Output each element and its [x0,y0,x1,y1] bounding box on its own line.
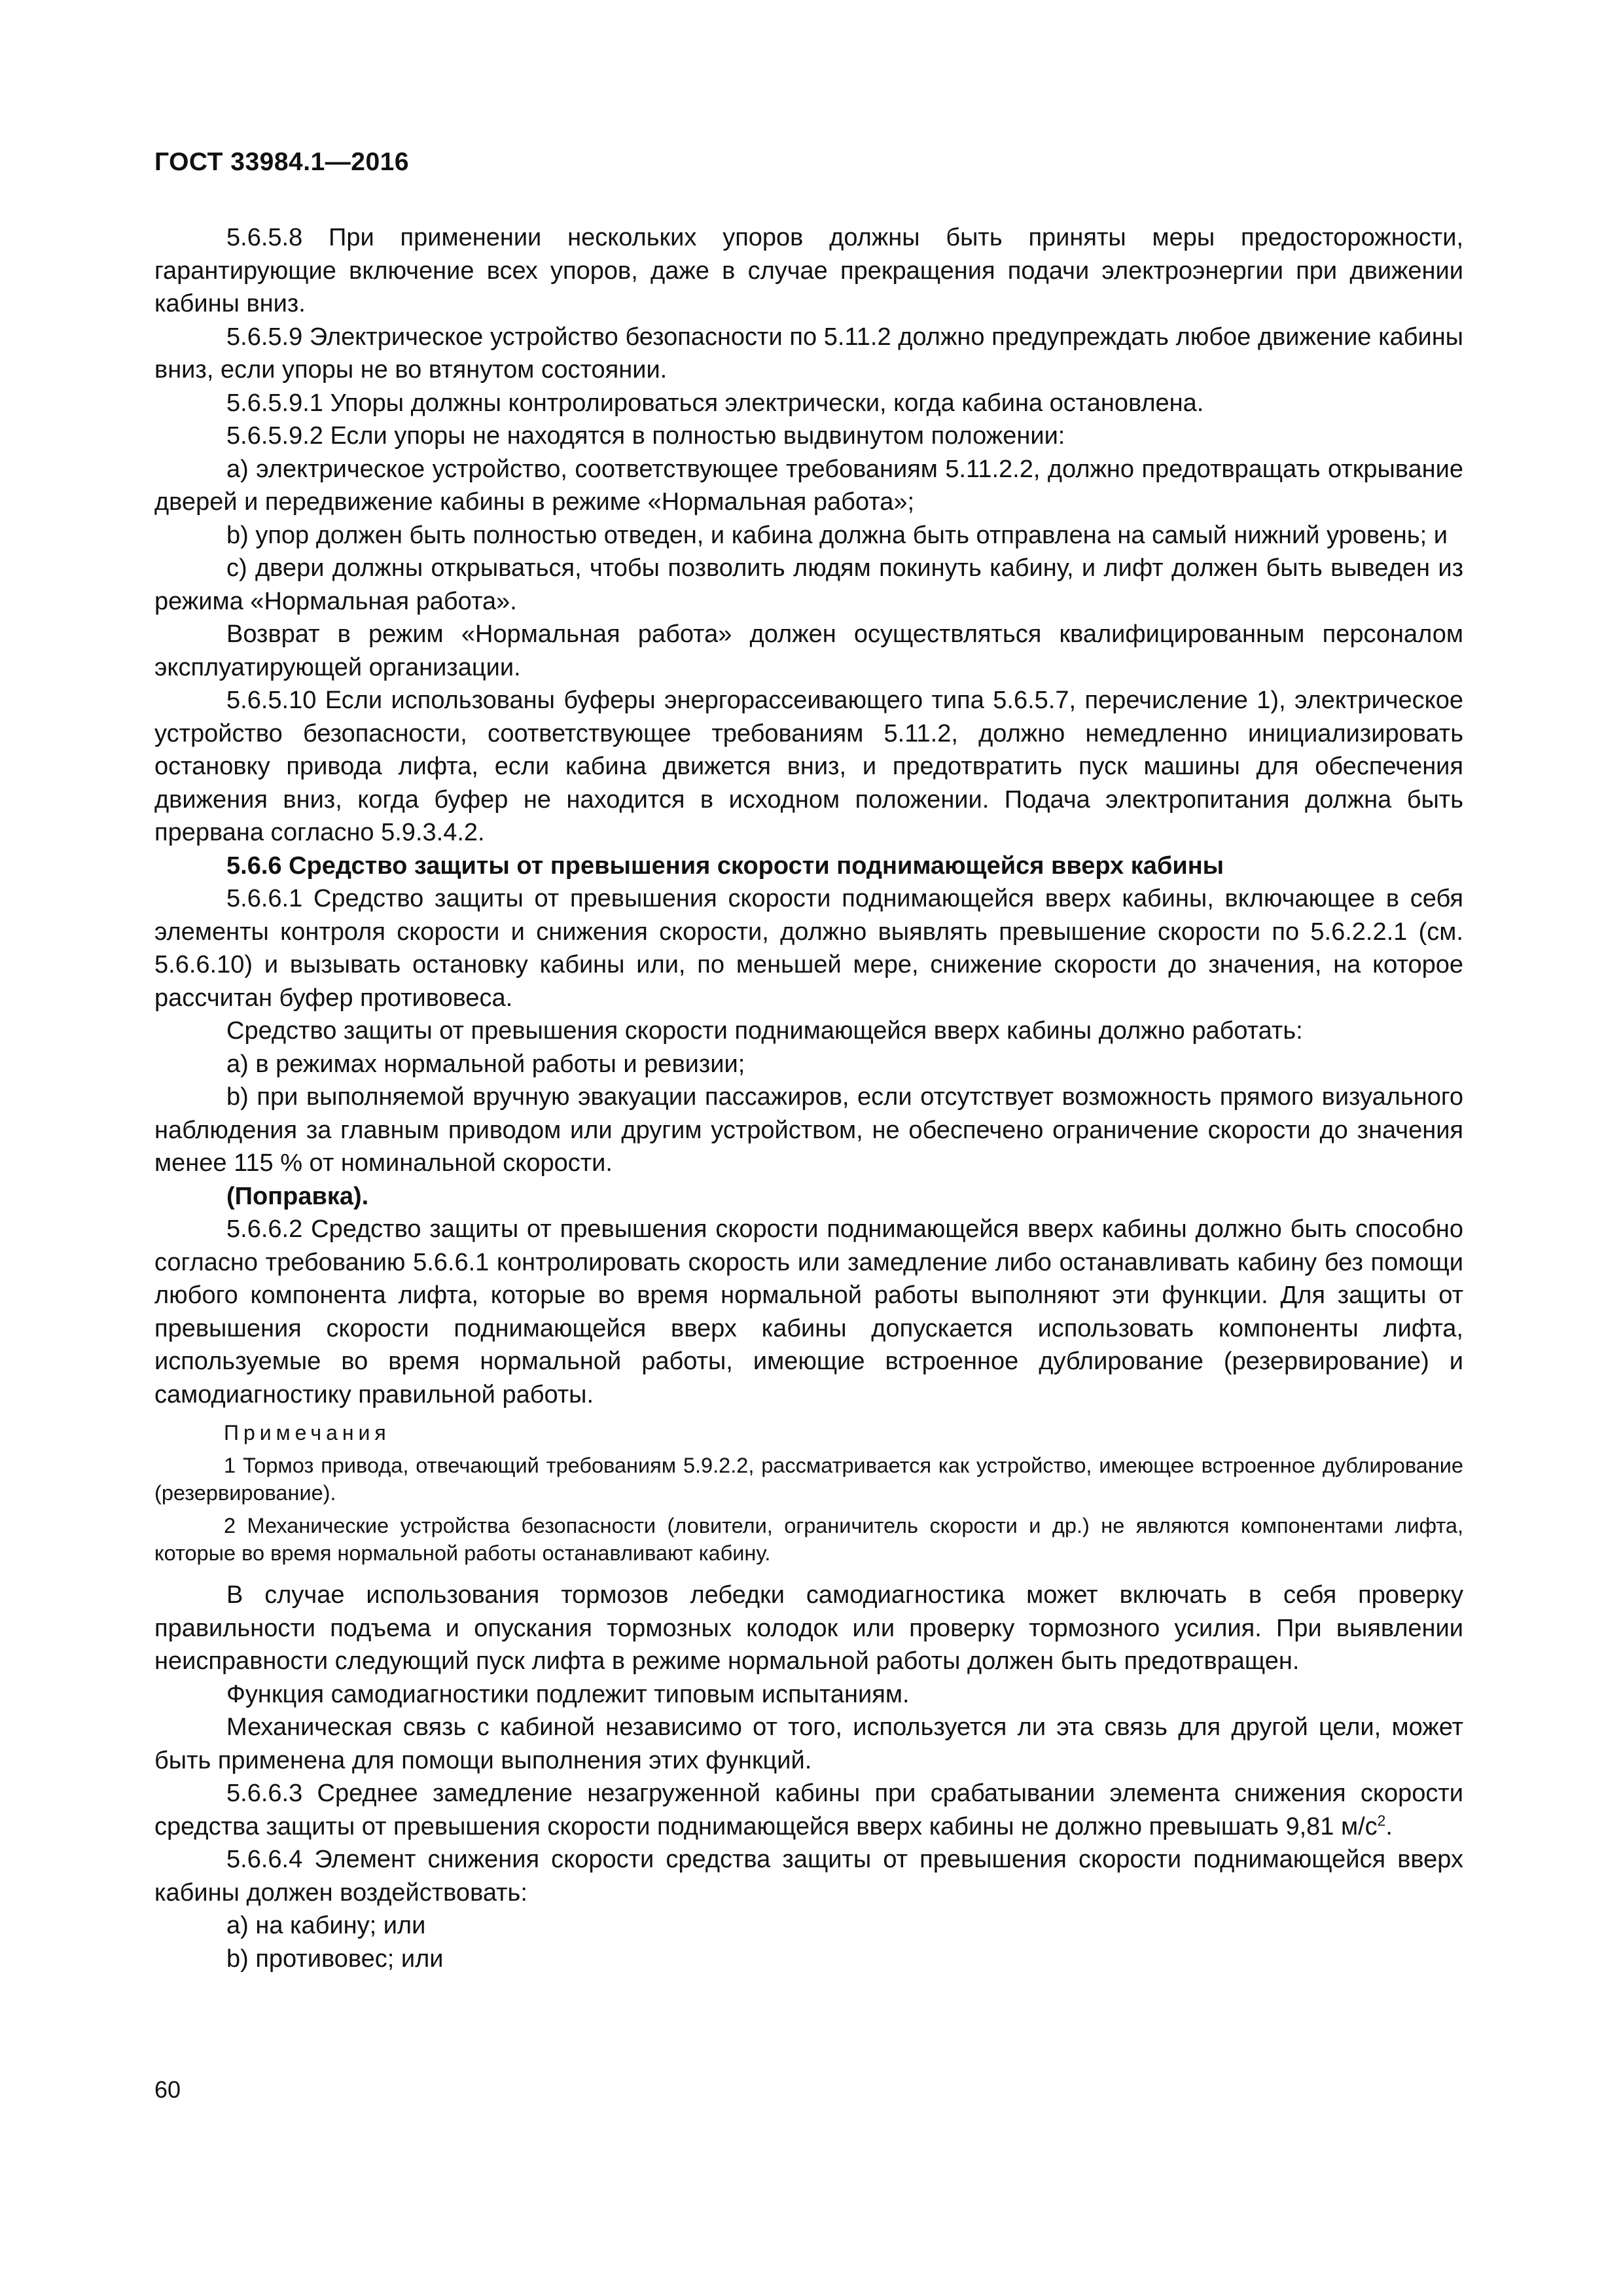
clause-5-6-6-4: 5.6.6.4 Элемент снижения скорости средства защиты от превышения скорости поднимающейся вверх кабины должен воздействовать: [154,1846,1463,1907]
note-1: 1 Тормоз привода, отвечающий требованиям 5.9.2.2, рассматривается как устройство, имеющее встроенное дублирование (резервирование). [154,1454,1463,1505]
section-heading-5-6-6: 5.6.6 Средство защиты от превышения скорости поднимающейся вверх кабины [226,852,1224,880]
list-item-a-modes: а) в режимах нормальной работы и ревизии; [226,1050,745,1078]
list-item-b-evacuation: b) при выполняемой вручную эвакуации пассажиров, если отсутствует возможность прямого визуального наблюдения за главным приводом или другим устройством, не обеспечено ограничение скорости до значения менее 115 % от номинальной скорости. [154,1083,1463,1177]
list-item-b-counterweight: b) противовес; или [226,1945,444,1973]
clause-5-6-6-2: 5.6.6.2 Средство защиты от превышения скорости поднимающейся вверх кабины должно быть способно согласно требованию 5.6.6.1 контролировать скорость или замедление либо останавливать кабину без помощи любого компонента лифта, которые во время нормальной работы выполняют эти функции. Для защиты от превышения скорости поднимающейся вверх кабины допускается использовать компоненты лифта, используемые во время нормальной работы, имеющие встроенное дублирование (резервирование) и самодиагностику правильной работы. [154,1215,1463,1408]
clause-5-6-6-3-tail: . [1385,1812,1393,1840]
note-2: 2 Механические устройства безопасности (ловители, ограничитель скорости и др.) не являются компонентами лифта, которые во время нормальной работы останавливают кабину. [154,1514,1463,1565]
page-number: 60 [154,2076,181,2103]
document-header: ГОСТ 33984.1—2016 [154,148,410,176]
paragraph-return-normal: Возврат в режим «Нормальная работа» должен осуществляться квалифицированным персоналом эксплуатирующей организации. [154,620,1463,681]
paragraph-self-diagnostics: В случае использования тормозов лебедки самодиагностика может включать в себя проверку правильности подъема и опускания тормозных колодок или проверку тормозного усилия. При выявлении неисправности следующий пуск лифта в режиме нормальной работы должен быть предотвращен. [154,1581,1463,1675]
paragraph-mechanical-link: Механическая связь с кабиной независимо от того, используется ли эта связь для другой цели, может быть применена для помощи выполнения этих функций. [154,1713,1463,1774]
clause-5-6-6-1: 5.6.6.1 Средство защиты от превышения скорости поднимающейся вверх кабины, включающее в себя элементы контроля скорости и снижения скорости, должно выявлять превышение скорости по 5.6.2.2.1 (см. 5.6.6.10) и вызывать остановку кабины или, по меньшей мере, снижение скорости до значения, на которое рассчитан буфер противовеса. [154,885,1463,1012]
clause-5-6-5-9: 5.6.5.9 Электрическое устройство безопасности по 5.11.2 должно предупреждать любое движение кабины вниз, если упоры не во втянутом состоянии. [154,323,1463,384]
notes-heading: Примечания [224,1421,391,1444]
clause-5-6-6-3-text: 5.6.6.3 Среднее замедление незагруженной кабины при срабатывании элемента снижения скорости средства защиты от превышения скорости поднимающейся вверх кабины не должно превышать 9,81 м/с [154,1780,1463,1840]
clause-5-6-5-9-2: 5.6.5.9.2 Если упоры не находятся в полностью выдвинутом положении: [226,422,1065,450]
paragraph-type-tests: Функция самодиагностики подлежит типовым испытаниям. [226,1680,910,1708]
clause-5-6-5-10: 5.6.5.10 Если использованы буферы энергорассеивающего типа 5.6.5.7, перечисление 1), электрическое устройство безопасности, соответствующее требованиям 5.11.2, должно немедленно инициализировать остановку привода лифта, если кабина движется вниз, и предотвратить пуск машины для обеспечения движения вниз, когда буфер не находится в исходном положении. Подача электропитания должна быть прервана согласно 5.9.3.4.2. [154,687,1463,846]
paragraph-must-work: Средство защиты от превышения скорости поднимающейся вверх кабины должно работать: [226,1017,1303,1045]
clause-5-6-6-3 [154,1777,1463,1843]
list-item-b: b) упор должен быть полностью отведен, и кабина должна быть отправлена на самый нижний уровень; и [226,521,1448,549]
clause-5-6-5-8: 5.6.5.8 При применении нескольких упоров должны быть приняты меры предосторожности, гарантирующие включение всех упоров, даже в случае прекращения подачи электроэнергии при движении кабины вниз. [154,224,1463,317]
page-body [154,221,1463,1975]
list-item-a: а) электрическое устройство, соответствующее требованиям 5.11.2.2, должно предотвращать открывание дверей и передвижение кабины в режиме «Нормальная работа»; [154,455,1463,516]
amendment-label: (Поправка). [226,1182,369,1210]
clause-5-6-5-9-1: 5.6.5.9.1 Упоры должны контролироваться электрически, когда кабина остановлена. [226,389,1204,417]
superscript-exponent: 2 [1377,1811,1386,1829]
list-item-a-cabin: а) на кабину; или [226,1912,426,1939]
list-item-c: c) двери должны открываться, чтобы позволить людям покинуть кабину, и лифт должен быть выведен из режима «Нормальная работа». [154,554,1463,615]
